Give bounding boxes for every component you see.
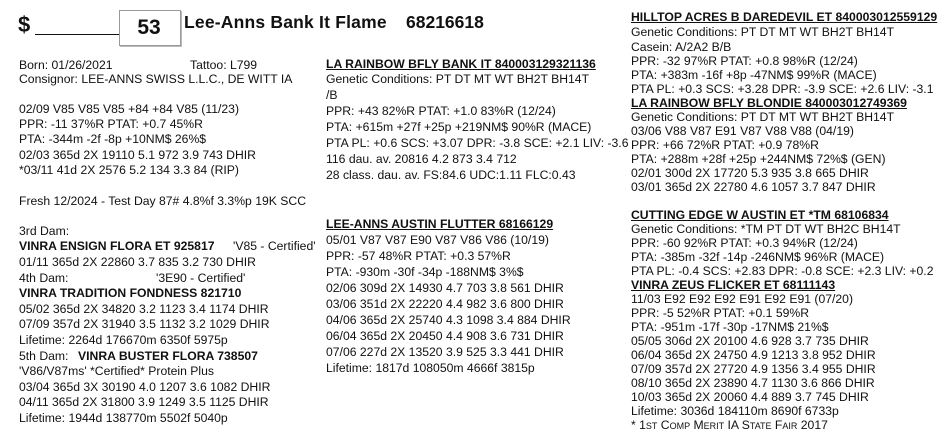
lactation-record: *03/11 41d 2X 2576 5.2 134 3.3 84 (RIP) [19,163,239,177]
lactation-record: 04/11 365d 2X 31800 3.9 1249 3.5 1125 DHIR [19,395,269,409]
fourth-dam-label: 4th Dam: [19,271,69,285]
daughter-average: 116 dau. av. 20816 4.2 873 3.4 712 [326,152,517,166]
lactation-record: 05/02 365d 2X 34820 3.2 1123 3.4 1174 DHIR [19,302,269,316]
lactation-record: 04/06 365d 2X 25740 4.3 1098 3.4 884 DHIR [326,313,571,327]
lactation-record: 06/04 365d 2X 24750 4.9 1213 3.8 952 DHIR [631,348,876,362]
tattoo: Tattoo: L799 [190,58,258,72]
lactation-record: 02/01 300d 2X 17720 5.3 935 3.8 665 DHIR [631,166,869,180]
third-dam-class: 'V85 - Certified' [233,239,316,253]
pta-line: PTA: +288m +28f +25p +244NM$ 72%$ (GEN) [631,152,886,166]
lifetime-record: Lifetime: 2264d 176670m 6350f 5975p [19,333,228,347]
lot-number: 53 [137,16,161,39]
lactation-record: 03/06 351d 2X 22220 4.4 982 3.6 800 DHIR [326,297,564,311]
genetic-conditions: Genetic Conditions: PT DT MT WT BH2T BH14T [631,110,895,124]
maternal-granddam-name: LA RAINBOW BFLY BLONDIE 840003012749369 [631,96,907,110]
pta-pl-line: PTA PL: +0.6 SCS: +3.07 DPR: -3.8 SCE: +2.1 LIV: -3.6 [326,136,629,150]
genetic-conditions: Genetic Conditions: PT DT MT WT BH2T BH14T [631,25,895,39]
classification-line: 03/06 V88 V87 E91 V87 V88 V88 (04/19) [631,124,854,138]
classification-line: 02/09 V85 V85 V85 +84 +84 V85 (11/23) [19,102,239,116]
lactation-record: 05/05 306d 2X 20100 4.6 928 3.7 735 DHIR [631,334,869,348]
ppr-line: PPR: -11 37%R PTAT: +0.7 45%R [19,117,203,131]
third-dam-label: 3rd Dam: [19,224,70,238]
pta-pl-line: PTA PL: -0.4 SCS: +2.83 DPR: -0.8 SCE: +2.3 LIV: +0.2 [631,264,934,278]
lactation-record: 02/03 365d 2X 19110 5.1 972 3.9 743 DHIR [19,148,256,162]
price-dollar-sign: $ [18,12,31,37]
pta-line: PTA: +615m +27f +25p +219NM$ 90%R (MACE) [326,120,592,134]
lactation-record: 08/10 365d 2X 23890 4.7 1130 3.6 866 DHIR [631,376,875,390]
lactation-record: 07/09 357d 2X 27720 4.9 1356 3.4 955 DHIR [631,362,876,376]
maternal-grandsire-name: HILLTOP ACRES B DAREDEVIL ET 840003012559129 [631,10,938,24]
lactation-record: 03/04 365d 3X 30190 4.0 1207 3.6 1082 DHIR [19,380,271,394]
fifth-dam-label: 5th Dam: [19,349,69,363]
animal-registration-number: 68216618 [406,12,484,32]
lifetime-record: Lifetime: 3036d 184110m 8690f 6733p [631,404,839,418]
price-blank-line [35,34,119,35]
pta-line: PTA: -951m -17f -30p -17NM$ 21%$ [631,320,829,334]
ppr-line: PPR: -60 92%R PTAT: +0.3 94%R (12/24) [631,236,858,250]
ppr-line: PPR: -32 97%R PTAT: +0.8 98%R (12/24) [631,54,858,68]
fifth-dam-name: VINRA BUSTER FLORA 738507 [78,349,258,363]
sire-name: LA RAINBOW BFLY BANK IT 840003129321136 [326,57,596,71]
lactation-record: 06/04 365d 2X 20450 4.4 908 3.6 731 DHIR [326,329,564,343]
classified-daughter-average: 28 class. dau. av. FS:84.6 UDC:1.11 FLC:0.43 [326,168,576,182]
lifetime-record: Lifetime: 1944d 138770m 5502f 5040p [19,411,228,425]
fifth-dam-class: 'V86/V87ms' *Certified* Protein Plus [19,364,215,378]
ppr-line: PPR: +66 72%R PTAT: +0.9 78%R [631,138,819,152]
show-award: * 1st Comp Merit IA State Fair 2017 [631,418,828,432]
pta-line: PTA: -344m -2f -8p +10NM$ 26%$ [19,132,207,146]
third-dam-name: VINRA ENSIGN FLORA ET 925817 [19,239,215,253]
lactation-record: 10/03 365d 2X 20060 4.4 889 3.7 745 DHIR [631,390,869,404]
classification-line: 11/03 E92 E92 E92 E91 E92 E91 (07/20) [631,292,854,306]
born-date: Born: 01/26/2021 [19,58,113,72]
consignor: Consignor: LEE-ANNS SWISS L.L.C., DE WITT IA [19,72,293,86]
dam-name: LEE-ANNS AUSTIN FLUTTER 68166129 [326,217,554,231]
lactation-record: 03/01 365d 2X 22780 4.6 1057 3.7 847 DHIR [631,180,876,194]
paternal-sire-name: CUTTING EDGE W AUSTIN ET *TM 68106834 [631,208,889,222]
lactation-record: 07/06 227d 2X 13520 3.9 525 3.3 441 DHIR [326,345,564,359]
genetic-conditions-cont: /B [326,88,338,102]
lactation-record: 02/06 309d 2X 14930 4.7 703 3.8 561 DHIR [326,281,564,295]
ppr-line: PPR: +43 82%R PTAT: +1.0 83%R (12/24) [326,104,556,118]
genetic-conditions: Genetic Conditions: PT DT MT WT BH2T BH14T [326,72,590,86]
fourth-dam-name: VINRA TRADITION FONDNESS 821710 [19,286,242,300]
genetic-conditions: Genetic Conditions: *TM PT DT WT BH2C BH14T [631,222,901,236]
pta-pl-line: PTA PL: +0.3 SCS: +3.28 DPR: -3.9 SCE: +2.6 LIV: -3.1 [631,82,934,96]
animal-name: Lee-Anns Bank It Flame [184,12,387,32]
lactation-record: 01/11 365d 2X 22860 3.7 835 3.2 730 DHIR [19,255,256,269]
fourth-dam-class: '3E90 - Certified' [156,271,246,285]
paternal-dam-name: VINRA ZEUS FLICKER ET 68111143 [631,278,836,292]
classification-line: 05/01 V87 V87 E90 V87 V86 V86 (10/19) [326,233,549,247]
lactation-record: 07/09 357d 2X 31940 3.5 1132 3.2 1029 DHIR [19,317,270,331]
fresh-test-day: Fresh 12/2024 - Test Day 87# 4.8%f 3.3%p 19K SCC [19,194,307,208]
lifetime-record: Lifetime: 1817d 108050m 4666f 3815p [326,361,535,375]
pta-line: PTA: -385m -32f -14p -246NM$ 96%R (MACE) [631,250,885,264]
pta-line: PTA: -930m -30f -34p -188NM$ 3%$ [326,265,524,279]
pta-line: PTA: +383m -16f +8p -47NM$ 99%R (MACE) [631,68,877,82]
casein: Casein: A/2A2 B/B [631,40,732,54]
ppr-line: PPR: -5 52%R PTAT: +0.1 59%R [631,306,810,320]
ppr-line: PPR: -57 48%R PTAT: +0.3 57%R [326,249,511,263]
